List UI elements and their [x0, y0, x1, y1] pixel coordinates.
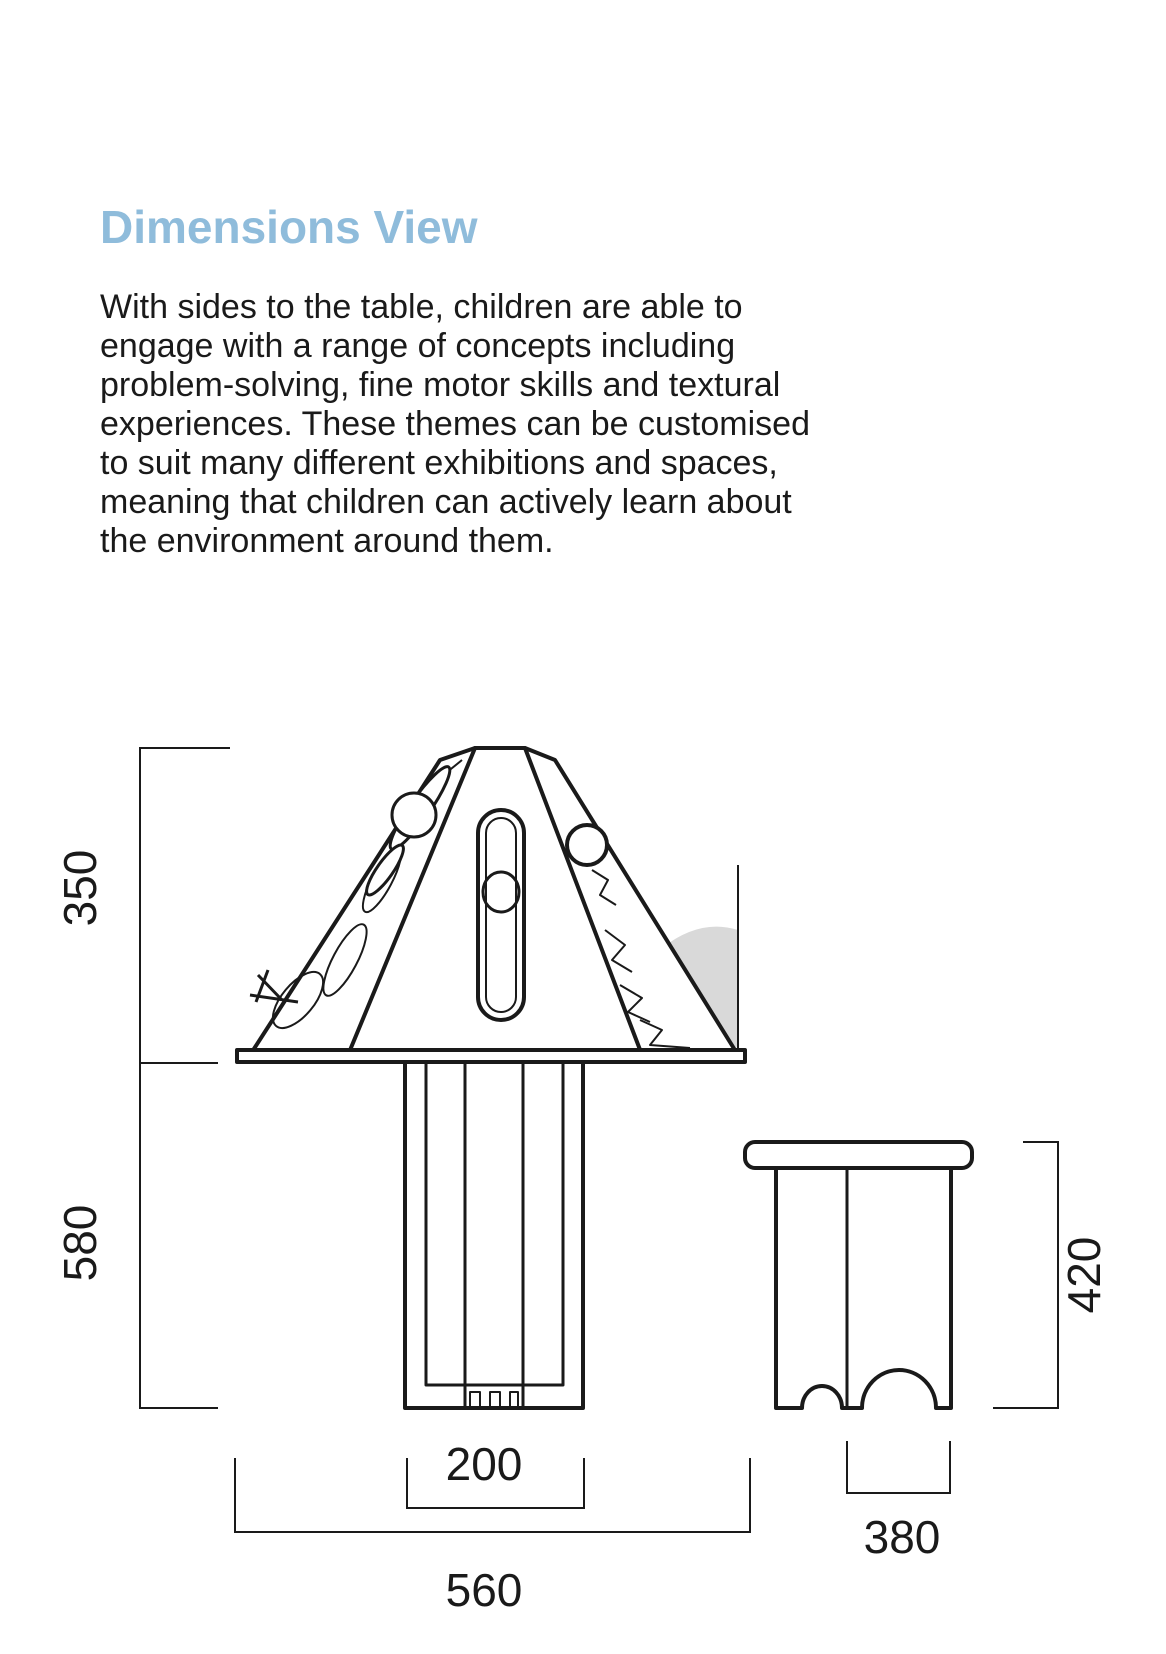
stool: [745, 1142, 972, 1408]
pedestal-inner: [426, 1062, 563, 1385]
dimension-label-350: 350: [54, 849, 106, 927]
description-line: meaning that children can actively learn about: [100, 483, 792, 521]
description-line: problem-solving, fine motor skills and textural: [100, 366, 781, 404]
height-bracket: [140, 748, 230, 1408]
page-title: Dimensions View: [100, 201, 478, 253]
description-line: the environment around them.: [100, 522, 554, 560]
cone-outline: [250, 748, 738, 1055]
dimension-label-560: 560: [445, 1564, 523, 1616]
pedestal-base-detail: [470, 1392, 518, 1408]
pedestal-outer: [405, 1062, 583, 1408]
dimension-label-580: 580: [54, 1204, 106, 1282]
dimension-label-420: 420: [1058, 1236, 1110, 1314]
table-top: [237, 1050, 745, 1062]
activity-table: [237, 748, 745, 1408]
stool-seat: [745, 1142, 972, 1168]
description-line: to suit many different exhibitions and spaces,: [100, 444, 778, 482]
stool-width-bracket: [847, 1441, 950, 1493]
stool-body: [776, 1168, 951, 1408]
dimension-label-200: 200: [445, 1438, 523, 1490]
description-line: With sides to the table, children are able to: [100, 288, 743, 326]
right-ball: [567, 825, 607, 865]
description-line: experiences. These themes can be customised: [100, 405, 810, 443]
description-line: engage with a range of concepts including: [100, 327, 736, 365]
stool-height-bracket: [993, 1142, 1058, 1408]
dimension-label-380: 380: [863, 1511, 941, 1563]
